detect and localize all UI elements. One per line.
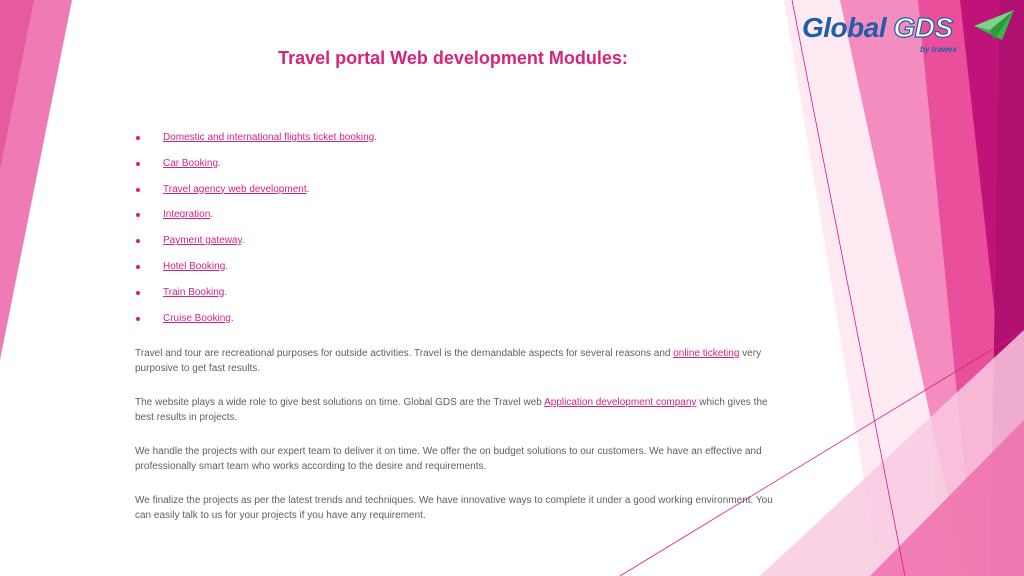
module-link-car[interactable]: Car Booking — [163, 157, 219, 169]
bullet-dot — [136, 188, 140, 192]
bullet-dot — [136, 136, 140, 140]
punctuation: . — [218, 157, 221, 169]
paragraph-website-role — [135, 395, 775, 425]
logo-word-global: Global — [802, 12, 887, 43]
module-link-cruise[interactable]: Cruise Booking — [163, 312, 231, 324]
app-development-company-link[interactable]: Application development company — [544, 397, 697, 408]
online-ticketing-link[interactable]: online ticketing — [673, 348, 740, 359]
bullet-dot — [136, 265, 140, 269]
list-item — [136, 129, 377, 155]
list-item — [136, 284, 377, 310]
punctuation: . — [224, 286, 228, 298]
module-link-integration[interactable]: Integration — [163, 209, 211, 221]
logo-byline: by trawex — [920, 45, 957, 54]
punctuation: . — [374, 132, 378, 143]
bullet-dot — [136, 317, 140, 321]
list-item — [136, 258, 377, 284]
bullet-dot — [136, 239, 140, 243]
modules-list — [136, 129, 377, 335]
paragraph-text: The website plays a wide role to give best solutions on time. Global GDS are the Travel web — [135, 397, 545, 408]
logo-word-gds: GDS — [893, 12, 953, 43]
paragraph-latest-trends: We finalize the projects as per the latest trends and techniques. We have innovative ways to complete it under a good working environment. You can easily talk to us for your projects if you have any requirement. — [135, 495, 773, 521]
punctuation: . — [241, 235, 245, 247]
bullet-dot — [136, 213, 140, 217]
list-item — [136, 310, 377, 336]
list-item — [136, 206, 377, 232]
paragraph-text: Travel and tour are recreational purposes for outside activities. Travel is the demandable aspects for several reasons and — [135, 348, 674, 359]
module-link-flights[interactable]: Domestic and international flights ticket booking — [163, 132, 375, 143]
list-item — [136, 232, 377, 258]
paragraph-text: which gives the best results in projects. — [135, 397, 768, 423]
punctuation: . — [210, 209, 214, 221]
list-item — [136, 155, 377, 181]
punctuation: . — [230, 312, 234, 324]
bullet-dot — [136, 162, 140, 166]
bullet-dot — [136, 291, 140, 295]
punctuation: . — [306, 183, 310, 195]
paragraph-travel-tour — [135, 346, 775, 376]
module-link-payment[interactable]: Payment gateway — [163, 235, 242, 247]
paper-plane-icon — [972, 8, 1016, 44]
paragraph-text: very purposive to get fast results. — [135, 348, 762, 374]
module-link-train[interactable]: Train Booking — [163, 286, 225, 298]
module-link-hotel[interactable]: Hotel Booking — [163, 260, 226, 272]
punctuation: . — [225, 260, 229, 272]
module-link-travel-agency[interactable]: Travel agency web development — [163, 183, 307, 195]
logo-wordmark — [802, 10, 953, 46]
paragraph-expert-team: We handle the projects with our expert team to deliver it on time. We offer the on budget solutions to our customers. We have an effective and professionally smart team who works according to the desire and requirements. — [135, 446, 762, 472]
page-title: Travel portal Web development Modules: — [278, 48, 628, 68]
list-item — [136, 181, 377, 207]
